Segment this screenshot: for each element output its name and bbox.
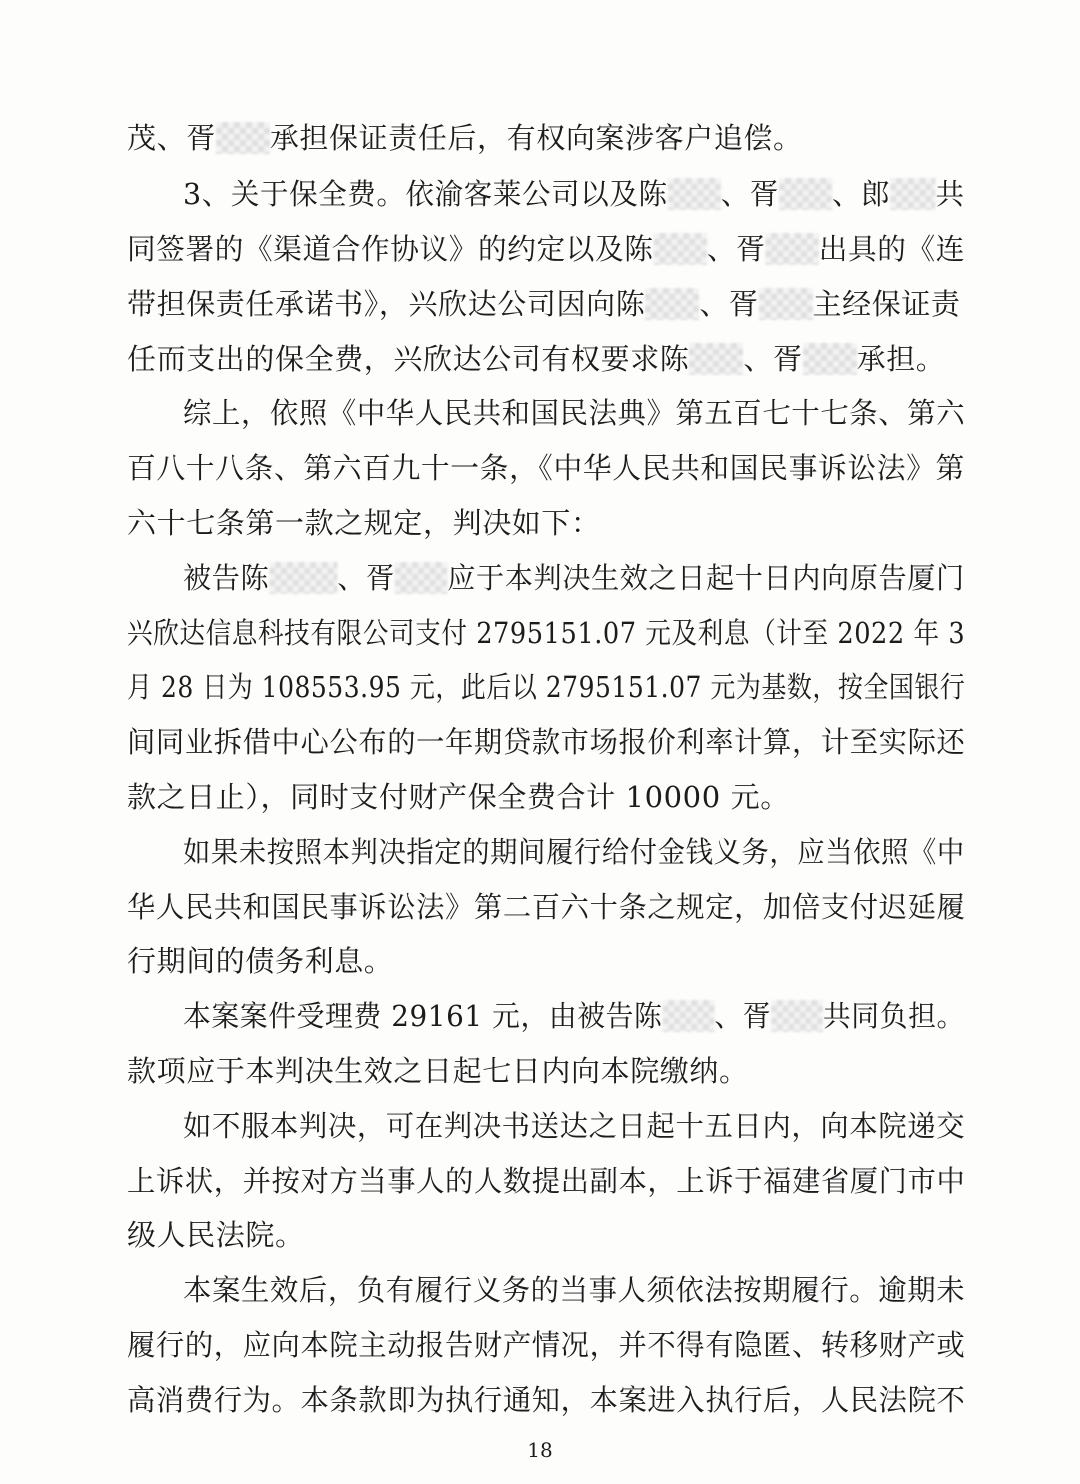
redaction-mask xyxy=(216,122,270,154)
text-line: 任而支出的保全费，兴欣达公司有权要求陈 、胥 承担。 xyxy=(127,342,946,376)
text-line: 本案生效后，负有履行义务的当事人须依法按期履行。逾期未 xyxy=(183,1273,966,1307)
text-line: 高消费行为。本条款即为执行通知，本案进入执行后，人民法院不 xyxy=(127,1383,966,1417)
text-line: 茂、胥 承担保证责任后，有权向案涉客户追偿。 xyxy=(127,121,803,155)
redaction-mask xyxy=(395,562,447,594)
text-line: 华人民共和国民事诉讼法》第二百六十条之规定，加倍支付迟延履 xyxy=(127,890,966,924)
text-line: 级人民法院。 xyxy=(127,1218,305,1252)
text-line: 间同业拆借中心公布的一年期贷款市场报价利率计算，计至实际还 xyxy=(127,725,966,759)
redaction-mask xyxy=(654,233,707,265)
redaction-mask xyxy=(890,178,935,210)
text-line: 款之日止），同时支付财产保全费合计 10000 元。 xyxy=(127,780,790,814)
text-line: 款项应于本判决生效之日起七日内向本院缴纳。 xyxy=(127,1054,749,1088)
text-line: 本案案件受理费 29161 元，由被告陈 、胥 共同负担。 xyxy=(183,999,965,1033)
text-line: 上诉状，并按对方当事人的人数提出副本，上诉于福建省厦门市中 xyxy=(127,1164,966,1198)
text-line: 如不服本判决，可在判决书送达之日起十五日内，向本院递交 xyxy=(183,1109,966,1143)
redaction-mask xyxy=(759,288,813,320)
redaction-mask xyxy=(269,562,337,594)
redaction-mask xyxy=(765,233,818,265)
text-line: 月 28 日为 108553.95 元，此后以 2795151.07 元为基数，按全国银行 xyxy=(127,670,966,704)
redaction-mask xyxy=(645,288,699,320)
page-number: 18 xyxy=(527,1438,553,1462)
redaction-mask xyxy=(662,1000,714,1032)
redaction-mask xyxy=(771,1000,823,1032)
text-line: 履行的，应向本院主动报告财产情况，并不得有隐匿、转移财产或 xyxy=(127,1328,966,1362)
text-line: 行期间的债务利息。 xyxy=(127,944,394,978)
redaction-mask xyxy=(668,178,721,210)
text-line: 3、关于保全费。依渝客莱公司以及陈 、胥 、郎 共 xyxy=(183,177,965,211)
text-line: 六十七条第一款之规定，判决如下： xyxy=(127,506,601,540)
redaction-mask xyxy=(779,178,832,210)
redaction-mask xyxy=(803,343,857,375)
text-line: 兴欣达信息科技有限公司支付 2795151.07 元及利息（计至 2022 年 3 xyxy=(127,616,966,650)
text-line: 综上，依照《中华人民共和国民法典》第五百七十七条、第六 xyxy=(183,396,966,430)
text-line: 如果未按照本判决指定的期间履行给付金钱义务，应当依照《中 xyxy=(183,835,965,869)
text-line: 同签署的《渠道合作协议》的约定以及陈 、胥 出具的《连 xyxy=(127,232,966,266)
text-line: 被告陈 、胥 应于本判决生效之日起十日内向原告厦门 xyxy=(183,561,965,595)
redaction-mask xyxy=(689,343,743,375)
text-line: 带担保责任承诺书》，兴欣达公司因向陈 、胥 主经保证责 xyxy=(127,287,961,321)
text-line: 百八十八条、第六百九十一条，《中华人民共和国民事诉讼法》第 xyxy=(127,451,965,485)
